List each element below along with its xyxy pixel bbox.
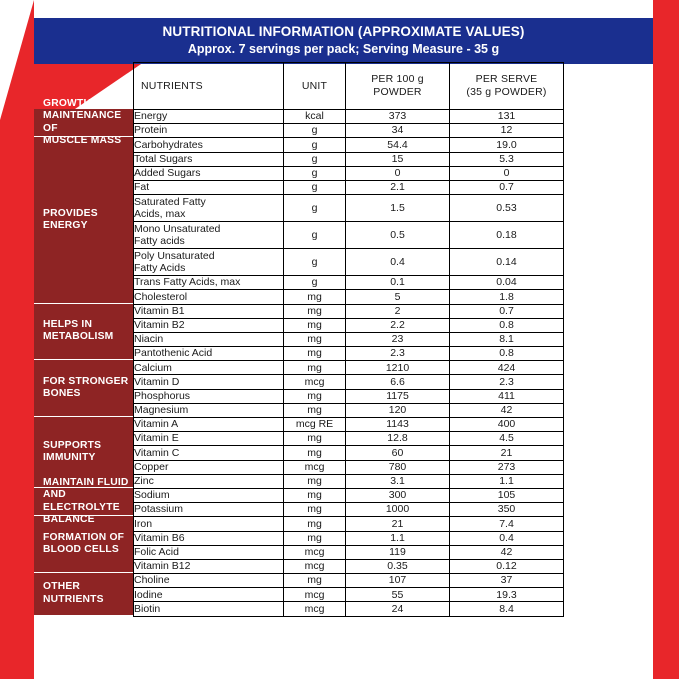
per-serve-cell: 8.1 (450, 332, 564, 346)
nutrient-name-cell (134, 304, 284, 318)
table-row (134, 361, 564, 375)
right-red-accent-bar (653, 0, 679, 679)
unit-cell: mg (284, 574, 346, 588)
unit-cell: mg (284, 347, 346, 361)
nutrient-name-line: Fatty acids (134, 235, 185, 248)
unit-cell: mg (284, 446, 346, 460)
per-100g-cell: 12.8 (346, 432, 450, 446)
table-body (134, 110, 564, 617)
group-label-line: BLOOD CELLS (43, 544, 119, 556)
group-label-line: IMMUNITY (43, 451, 96, 463)
per-100g-line2: POWDER (373, 86, 422, 98)
nutrient-name-line: Folic Acid (134, 545, 179, 558)
nutrient-name-cell (134, 180, 284, 194)
nutrient-name-line: Copper (134, 460, 169, 473)
group-label-line: MUSCLE MASS (43, 135, 122, 147)
nutrient-name-line: Zinc (134, 475, 154, 488)
nutrient-name-line: Poly Unsaturated (134, 249, 215, 262)
per-100g-cell: 15 (346, 152, 450, 166)
unit-cell: mg (284, 531, 346, 545)
table-row (134, 503, 564, 517)
nutrient-group-label (34, 476, 133, 526)
table-row (134, 545, 564, 559)
group-label-line: HELPS IN (43, 318, 93, 330)
nutrient-name-line: Biotin (134, 602, 161, 615)
per-100g-cell: 60 (346, 446, 450, 460)
per-100g-cell: 21 (346, 517, 450, 531)
group-label-line: AND ELECTROLYTE (43, 489, 120, 513)
group-label-line: FORMATION OF (43, 531, 125, 543)
table-row (134, 347, 564, 361)
nutrient-group-column (34, 97, 133, 616)
per-100g-cell: 373 (346, 110, 450, 124)
left-red-accent-bar (0, 0, 34, 679)
nutrient-name-cell (134, 545, 284, 559)
nutrient-name-cell (134, 110, 284, 124)
nutrient-name-cell (134, 517, 284, 531)
table-row (134, 110, 564, 124)
per-serve-cell: 42 (450, 403, 564, 417)
nutrient-name-cell (134, 446, 284, 460)
nutrient-name-cell (134, 347, 284, 361)
table-row (134, 375, 564, 389)
unit-cell: mcg (284, 545, 346, 559)
nutrient-name-line: Vitamin B12 (134, 560, 191, 573)
table-row (134, 602, 564, 616)
nutrient-name-line: Vitamin C (134, 446, 180, 459)
per-serve-cell: 0.8 (450, 318, 564, 332)
nutrition-table (133, 62, 564, 617)
table-row (134, 531, 564, 545)
per-serve-cell: 12 (450, 124, 564, 138)
per-serve-cell: 131 (450, 110, 564, 124)
unit-cell: g (284, 195, 346, 222)
nutrient-name-cell (134, 276, 284, 290)
group-label-line: SUPPORTS (43, 439, 102, 451)
unit-cell: g (284, 124, 346, 138)
nutrient-name-line: Protein (134, 124, 168, 137)
nutrient-name-line: Iodine (134, 588, 163, 601)
table-row (134, 574, 564, 588)
per-serve-cell: 400 (450, 418, 564, 432)
nutrition-header (34, 18, 653, 64)
unit-cell: mg (284, 318, 346, 332)
per-100g-line1: PER 100 g (371, 73, 424, 85)
table-row (134, 195, 564, 222)
per-100g-cell: 0 (346, 166, 450, 180)
nutrition-table-container (133, 62, 563, 617)
table-row (134, 290, 564, 304)
per-100g-cell: 2 (346, 304, 450, 318)
per-serve-cell: 2.3 (450, 375, 564, 389)
nutrient-name-line: Pantothenic Acid (134, 347, 213, 360)
per-100g-cell: 2.3 (346, 347, 450, 361)
group-label-line: GROWTH AND (43, 97, 117, 109)
nutrient-name-cell (134, 488, 284, 502)
per-serve-cell: 424 (450, 361, 564, 375)
unit-cell: mg (284, 517, 346, 531)
left-accent-notch (0, 0, 34, 120)
table-row (134, 588, 564, 602)
group-label-line: BONES (43, 388, 81, 400)
per-100g-cell: 2.2 (346, 318, 450, 332)
per-100g-cell: 3.1 (346, 474, 450, 488)
table-row (134, 389, 564, 403)
nutrient-group-label (34, 360, 133, 417)
group-label-line: PROVIDES (43, 207, 98, 219)
table-row (134, 559, 564, 573)
per-serve-cell: 19.3 (450, 588, 564, 602)
table-row (134, 332, 564, 346)
nutrient-name-cell (134, 195, 284, 222)
nutrient-name-cell (134, 166, 284, 180)
nutrient-name-cell (134, 249, 284, 276)
per-serve-cell: 0.4 (450, 531, 564, 545)
nutrient-name-line: Vitamin A (134, 418, 179, 431)
nutrient-name-cell (134, 588, 284, 602)
per-100g-cell: 1175 (346, 389, 450, 403)
table-row (134, 124, 564, 138)
table-row (134, 460, 564, 474)
per-serve-cell: 19.0 (450, 138, 564, 152)
unit-cell: mg (284, 389, 346, 403)
per-100g-cell: 1.5 (346, 195, 450, 222)
table-row (134, 152, 564, 166)
per-100g-cell: 119 (346, 545, 450, 559)
nutrient-name-line: Total Sugars (134, 152, 193, 165)
per-100g-cell: 107 (346, 574, 450, 588)
nutrient-group-label (34, 137, 133, 303)
table-row (134, 180, 564, 194)
nutrient-name-cell (134, 559, 284, 573)
per-serve-cell: 0.8 (450, 347, 564, 361)
per-100g-cell: 2.1 (346, 180, 450, 194)
group-label-line: OTHER (43, 581, 81, 593)
per-serve-cell: 0 (450, 166, 564, 180)
page-title: NUTRITIONAL INFORMATION (APPROXIMATE VALUES) (162, 24, 525, 39)
nutrient-name-cell (134, 124, 284, 138)
unit-cell: mcg RE (284, 418, 346, 432)
nutrient-name-cell (134, 222, 284, 249)
table-row (134, 276, 564, 290)
nutrient-name-line: Vitamin E (134, 432, 179, 445)
unit-cell: mg (284, 361, 346, 375)
per-serve-line1: PER SERVE (475, 73, 538, 85)
nutrient-name-cell (134, 602, 284, 616)
group-label-line: METABOLISM (43, 331, 114, 343)
per-100g-cell: 0.4 (346, 249, 450, 276)
per-100g-cell: 34 (346, 124, 450, 138)
table-row (134, 517, 564, 531)
per-100g-cell: 1143 (346, 418, 450, 432)
unit-cell: mg (284, 290, 346, 304)
nutrient-name-line: Phosphorus (134, 389, 191, 402)
unit-cell: kcal (284, 110, 346, 124)
per-serve-line2: (35 g POWDER) (466, 86, 547, 98)
table-row (134, 222, 564, 249)
per-serve-cell: 0.12 (450, 559, 564, 573)
nutrient-name-line: Magnesium (134, 404, 189, 417)
unit-cell: g (284, 249, 346, 276)
nutrient-group-label (34, 304, 133, 361)
table-row (134, 304, 564, 318)
per-serve-cell: 8.4 (450, 602, 564, 616)
per-serve-cell: 0.14 (450, 249, 564, 276)
nutrient-name-line: Carbohydrates (134, 138, 203, 151)
nutrient-name-line: Added Sugars (134, 167, 201, 180)
group-label-line: BALANCE (43, 514, 95, 526)
nutrient-name-line: Sodium (134, 489, 170, 502)
unit-cell: mcg (284, 559, 346, 573)
column-header-per-serve (450, 63, 564, 110)
nutrient-name-cell (134, 290, 284, 304)
nutrient-name-cell (134, 503, 284, 517)
column-header-per-100g (346, 63, 450, 110)
per-serve-cell: 1.1 (450, 474, 564, 488)
unit-cell: g (284, 138, 346, 152)
servings-subtitle: Approx. 7 servings per pack; Serving Measure - 35 g (187, 42, 500, 56)
per-serve-cell: 1.8 (450, 290, 564, 304)
table-row (134, 488, 564, 502)
per-100g-cell: 1210 (346, 361, 450, 375)
unit-cell: mg (284, 304, 346, 318)
nutrient-name-line: Fat (134, 181, 150, 194)
per-serve-cell: 0.7 (450, 304, 564, 318)
per-100g-cell: 55 (346, 588, 450, 602)
table-row (134, 249, 564, 276)
per-serve-cell: 0.53 (450, 195, 564, 222)
nutrient-name-line: Niacin (134, 333, 164, 346)
per-serve-cell: 7.4 (450, 517, 564, 531)
per-serve-cell: 0.7 (450, 180, 564, 194)
table-row (134, 403, 564, 417)
per-serve-cell: 273 (450, 460, 564, 474)
per-100g-cell: 24 (346, 602, 450, 616)
group-label-line: NUTRIENTS (43, 593, 104, 605)
unit-cell: g (284, 166, 346, 180)
per-100g-cell: 54.4 (346, 138, 450, 152)
group-label-line: MAINTAIN FLUID (43, 476, 129, 488)
per-100g-cell: 5 (346, 290, 450, 304)
table-row (134, 432, 564, 446)
table-row (134, 474, 564, 488)
unit-cell: mg (284, 432, 346, 446)
nutrient-name-line: Saturated Fatty (134, 195, 206, 208)
group-label-line: ENERGY (43, 219, 88, 231)
per-100g-cell: 120 (346, 403, 450, 417)
unit-cell: mg (284, 403, 346, 417)
group-label-line: FOR STRONGER (43, 375, 129, 387)
unit-cell: g (284, 152, 346, 166)
nutrient-name-line: Iron (134, 517, 153, 530)
nutrient-name-cell (134, 332, 284, 346)
per-serve-cell: 37 (450, 574, 564, 588)
nutrient-name-line: Potassium (134, 503, 184, 516)
nutrient-name-line: Vitamin D (134, 375, 180, 388)
per-100g-cell: 0.1 (346, 276, 450, 290)
table-row (134, 138, 564, 152)
per-100g-cell: 23 (346, 332, 450, 346)
per-serve-cell: 4.5 (450, 432, 564, 446)
nutrient-name-cell (134, 403, 284, 417)
table-row (134, 318, 564, 332)
nutrient-name-cell (134, 460, 284, 474)
per-100g-cell: 300 (346, 488, 450, 502)
nutrient-name-line: Calcium (134, 361, 172, 374)
table-header-row (134, 63, 564, 110)
nutrient-name-line: Vitamin B1 (134, 304, 185, 317)
per-serve-cell: 0.18 (450, 222, 564, 249)
nutrient-name-line: Mono Unsaturated (134, 222, 221, 235)
per-100g-cell: 6.6 (346, 375, 450, 389)
unit-cell: g (284, 276, 346, 290)
unit-cell: mg (284, 332, 346, 346)
nutrient-name-line: Acids, max (134, 208, 186, 221)
unit-cell: g (284, 222, 346, 249)
nutrient-group-label (34, 573, 133, 616)
per-100g-cell: 780 (346, 460, 450, 474)
per-serve-cell: 21 (450, 446, 564, 460)
nutrient-group-label (34, 97, 133, 147)
nutrient-name-cell (134, 152, 284, 166)
unit-cell: mcg (284, 375, 346, 389)
nutrient-name-line: Vitamin B6 (134, 531, 185, 544)
per-100g-cell: 1.1 (346, 531, 450, 545)
nutrient-name-line: Fatty Acids (134, 262, 186, 275)
nutrient-name-line: Trans Fatty Acids, max (134, 276, 241, 289)
unit-cell: mg (284, 474, 346, 488)
column-header-nutrients: NUTRIENTS (134, 63, 284, 110)
per-100g-cell: 1000 (346, 503, 450, 517)
group-label-line: MAINTENANCE OF (43, 110, 122, 134)
unit-cell: mcg (284, 588, 346, 602)
column-header-unit: UNIT (284, 63, 346, 110)
per-serve-cell: 105 (450, 488, 564, 502)
table-row (134, 446, 564, 460)
nutrient-name-cell (134, 474, 284, 488)
nutrient-name-cell (134, 418, 284, 432)
nutrient-name-cell (134, 361, 284, 375)
unit-cell: mcg (284, 460, 346, 474)
table-row (134, 166, 564, 180)
per-100g-cell: 0.35 (346, 559, 450, 573)
per-serve-cell: 42 (450, 545, 564, 559)
per-serve-cell: 411 (450, 389, 564, 403)
nutrient-name-line: Cholesterol (134, 290, 188, 303)
unit-cell: mg (284, 488, 346, 502)
table-row (134, 418, 564, 432)
nutrient-name-cell (134, 318, 284, 332)
nutrient-name-cell (134, 389, 284, 403)
nutrient-name-cell (134, 138, 284, 152)
unit-cell: g (284, 180, 346, 194)
nutrient-name-cell (134, 432, 284, 446)
nutrient-name-line: Energy (134, 110, 168, 123)
unit-cell: mcg (284, 602, 346, 616)
nutrient-name-cell (134, 375, 284, 389)
per-serve-cell: 0.04 (450, 276, 564, 290)
nutrient-name-line: Choline (134, 574, 170, 587)
per-serve-cell: 5.3 (450, 152, 564, 166)
nutrient-name-cell (134, 574, 284, 588)
per-100g-cell: 0.5 (346, 222, 450, 249)
unit-cell: mg (284, 503, 346, 517)
nutrient-name-cell (134, 531, 284, 545)
per-serve-cell: 350 (450, 503, 564, 517)
nutrient-name-line: Vitamin B2 (134, 318, 185, 331)
